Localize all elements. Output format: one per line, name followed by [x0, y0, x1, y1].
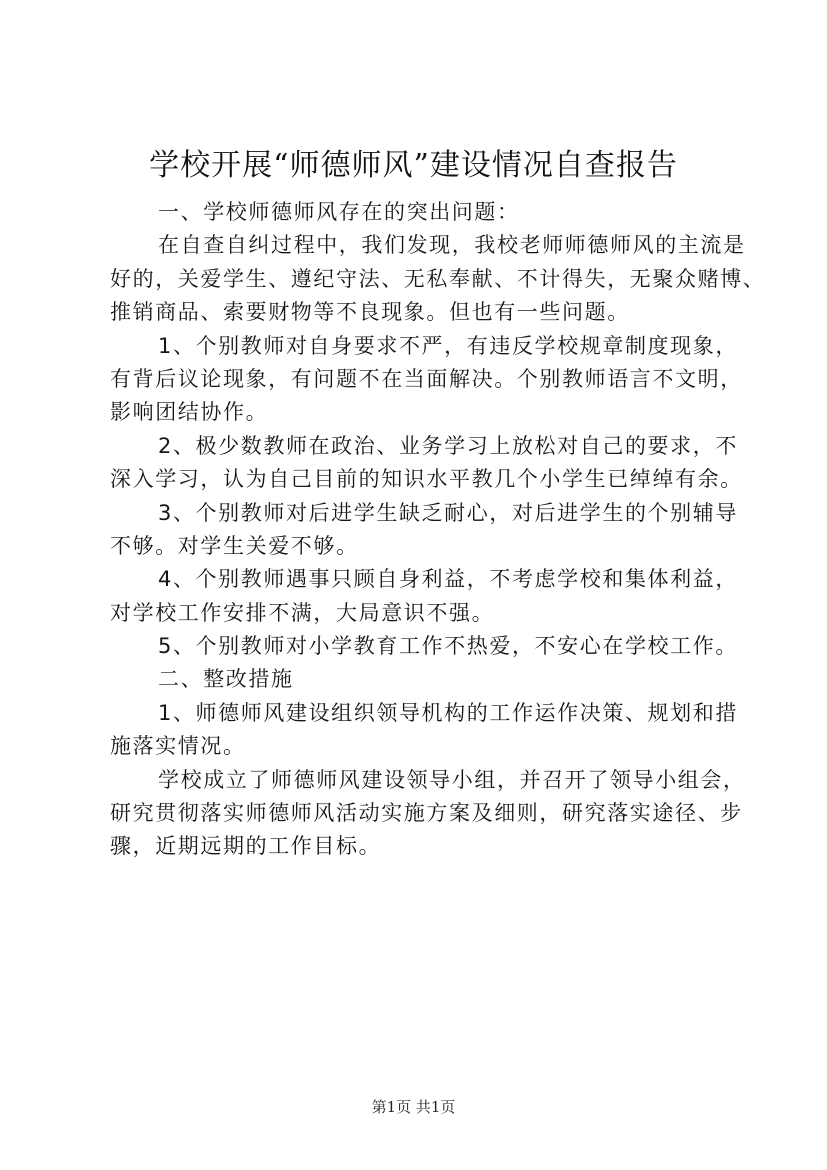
document-body [110, 196, 766, 864]
section-heading-measures: 二、整改措施 [158, 667, 294, 692]
paragraph-line: 深入学习，认为自己目前的知识水平教几个小学生已绰绰有余。 [110, 467, 743, 492]
paragraph-line: 推销商品、索要财物等不良现象。但也有一些问题。 [110, 300, 630, 325]
paragraph-line: 1、师德师风建设组织领导机构的工作运作决策、规划和措 [158, 700, 738, 725]
paragraph-line: 3、个别教师对后进学生缺乏耐心，对后进学生的个别辅导 [158, 500, 738, 525]
paragraph-line: 骤，近期远期的工作目标。 [110, 834, 382, 859]
paragraph-line: 在自查自纠过程中，我们发现，我校老师师德师风的主流是 [158, 233, 746, 258]
paragraph-line: 4、个别教师遇事只顾自身利益，不考虑学校和集体利益， [158, 567, 738, 592]
paragraph-line: 影响团结协作。 [110, 400, 269, 425]
paragraph-line: 有背后议论现象，有问题不在当面解决。个别教师语言不文明， [110, 366, 743, 391]
paragraph-line: 研究贯彻落实师德师风活动实施方案及细则，研究落实途径、步 [110, 801, 743, 826]
paragraph-line: 1、个别教师对自身要求不严，有违反学校规章制度现象， [158, 333, 738, 358]
paragraph-line: 5、个别教师对小学教育工作不热爱，不安心在学校工作。 [158, 634, 738, 659]
paragraph-line: 对学校工作安排不满，大局意识不强。 [110, 600, 495, 625]
paragraph-line: 施落实情况。 [110, 734, 246, 759]
paragraph-line: 不够。对学生关爱不够。 [110, 533, 359, 558]
paragraph-line: 好的，关爱学生、遵纪守法、无私奉献、不计得失，无聚众赌博、 [110, 266, 766, 291]
paragraph-line: 学校成立了师德师风建设领导小组，并召开了领导小组会， [158, 767, 746, 792]
page-number-footer: 第1页 共1页 [371, 1098, 456, 1116]
document-title: 学校开展“师德师风”建设情况自查报告 [149, 148, 678, 183]
section-heading-problems: 一、学校师德师风存在的突出问题： [158, 200, 520, 224]
paragraph-line: 2、极少数教师在政治、业务学习上放松对自己的要求，不 [158, 433, 738, 458]
